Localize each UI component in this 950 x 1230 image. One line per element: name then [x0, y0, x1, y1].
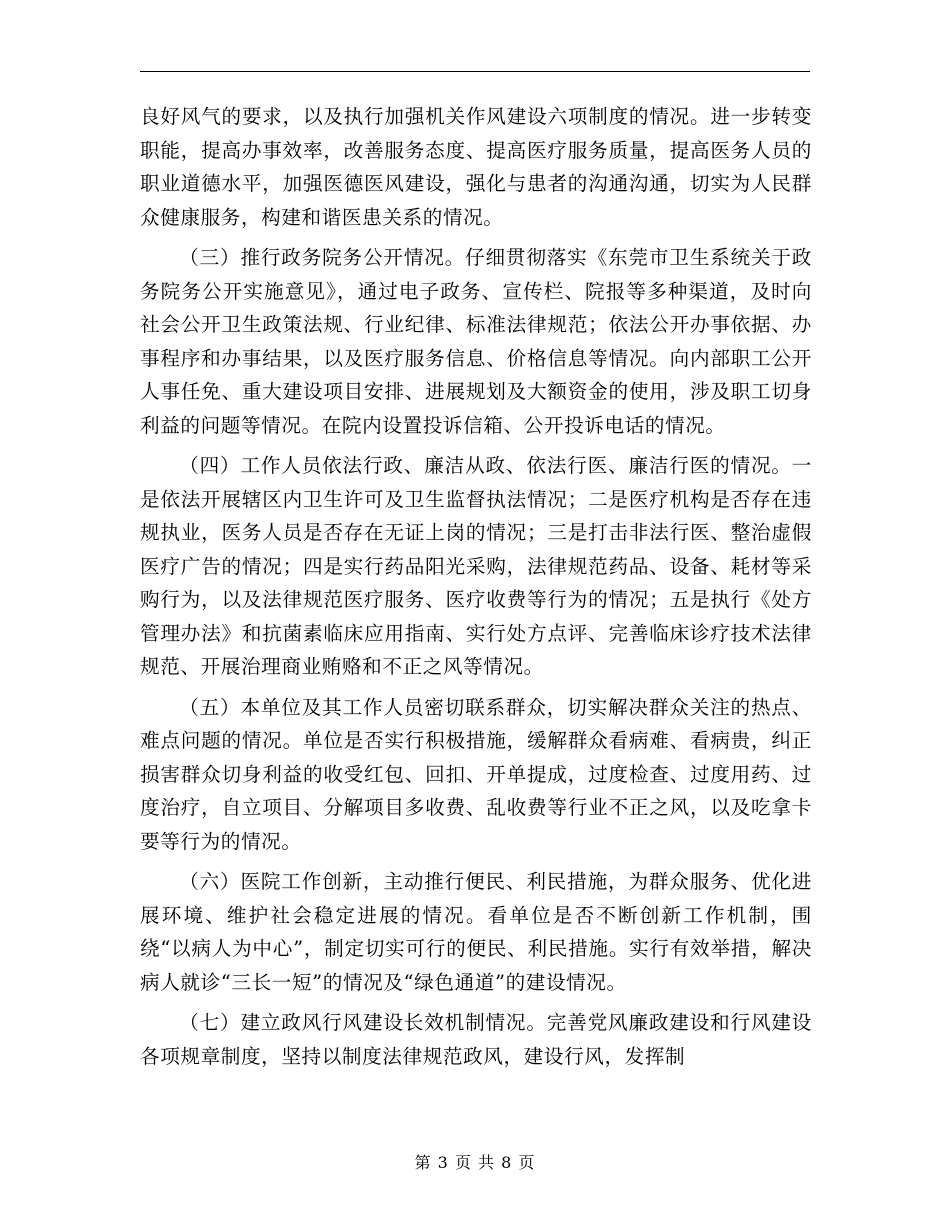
paragraph-section-4: （四）工作人员依法行政、廉洁从政、依法行医、廉洁行医的情况。一是依法开展辖区内卫生许可及卫生监督执法情况；二是医疗机构是否存在违规执业，医务人员是否存在无证上岗的情况；三是打击非法行医、整治虚假医疗广告的情况；四是实行药品阳光采购，法律规范药品、设备、耗材等采购行为，以及法律规范医疗服务、医疗收费等行为的情况；五是执行《处方管理办法》和抗菌素临床应用指南、实行处方点评、完善临床诊疗技术法律规范、开展治理商业贿赂和不正之风等情况。 — [140, 454, 812, 678]
paragraph-section-3: （三）推行政务院务公开情况。仔细贯彻落实《东莞市卫生系统关于政务院务公开实施意见》，通过电子政务、宣传栏、院报等多种渠道，及时向社会公开卫生政策法规、行业纪律、标准法律规范；依法公开办事依据、办事程序和办事结果，以及医疗服务信息、价格信息等情况。向内部职工公开人事任免、重大建设项目安排、进展规划及大额资金的使用，涉及职工切身利益的问题等情况。在院内设置投诉信箱、公开投诉电话的情况。 — [140, 246, 812, 437]
paragraph-continuation: 良好风气的要求，以及执行加强机关作风建设六项制度的情况。进一步转变职能，提高办事效率，改善服务态度、提高医疗服务质量，提高医务人员的职业道德水平，加强医德医风建设，强化与患者的沟通沟通，切实为人民群众健康服务，构建和谐医患关系的情况。 — [140, 105, 812, 229]
paragraph-section-6: （六）医院工作创新，主动推行便民、利民措施，为群众服务、优化进展环境、维护社会稳定进展的情况。看单位是否不断创新工作机制，围绕“以病人为中心”，制定切实可行的便民、利民措施。实行有效举措，解决病人就诊“三长一短”的情况及“绿色通道”的建设情况。 — [140, 870, 812, 994]
header-rule — [140, 71, 810, 72]
paragraph-section-5: （五）本单位及其工作人员密切联系群众，切实解决群众关注的热点、难点问题的情况。单位是否实行积极措施，缓解群众看病难、看病贵，纠正损害群众切身利益的收受红包、回扣、开单提成，过度检查、过度用药、过度治疗，自立项目、分解项目多收费、乱收费等行业不正之风，以及吃拿卡要等行为的情况。 — [140, 695, 812, 853]
page-number-footer: 第 3 页 共 8 页 — [414, 1153, 536, 1172]
paragraph-section-7: （七）建立政风行风建设长效机制情况。完善党风廉政建设和行风建设各项规章制度，坚持以制度法律规范政风，建设行风，发挥制 — [140, 1011, 812, 1068]
document-body — [140, 100, 812, 1080]
